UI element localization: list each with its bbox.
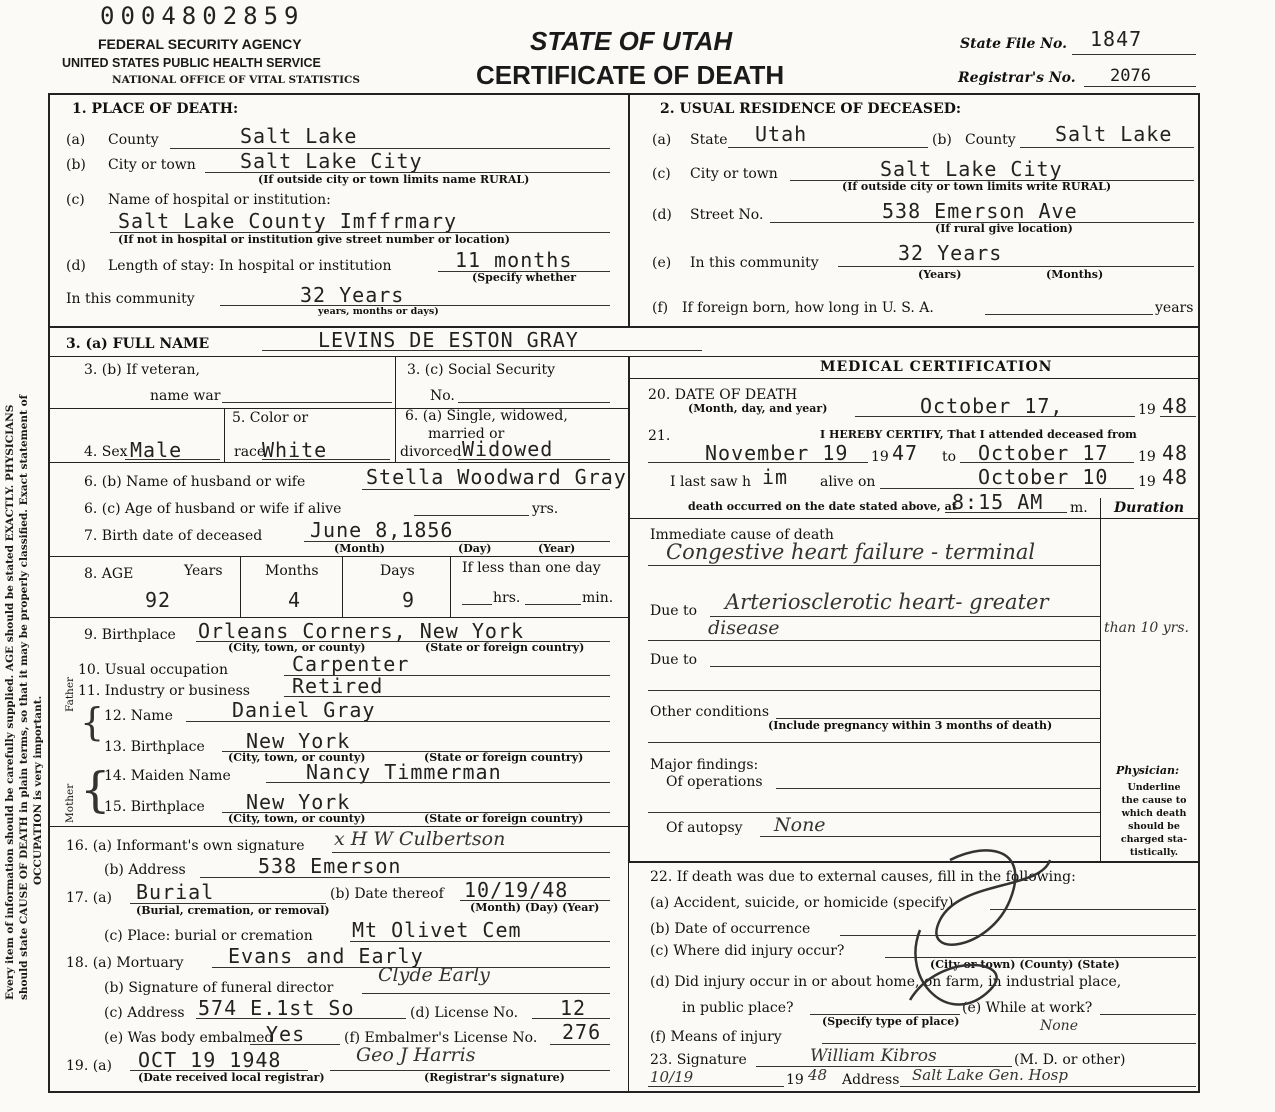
pod-city-hint: (If outside city or town limits name RURAL) <box>258 173 530 186</box>
father-brace: { <box>80 700 105 744</box>
res-years-hint: (Years) <box>918 268 962 281</box>
attended-to: October 17 <box>978 441 1109 465</box>
large-scribble-mark <box>880 840 1070 1040</box>
received-hint: (Date received local registrar) <box>138 1071 325 1084</box>
res-street-label: Street No. <box>690 207 764 223</box>
marital-label: 6. (a) Single, widowed, <box>405 408 568 424</box>
burial-date-value: 10/19/48 <box>464 878 569 902</box>
last-seen-year: 48 <box>1162 465 1189 489</box>
res-city-value: Salt Lake City <box>880 157 1063 181</box>
attended-from: November 19 <box>705 441 849 465</box>
veteran-sub: name war <box>150 388 221 404</box>
pod-stay-label: Length of stay: In hospital or institution <box>108 258 392 274</box>
place-of-death-heading: 1. PLACE OF DEATH: <box>72 101 239 117</box>
death-time-value: 8:15 AM <box>952 490 1044 514</box>
occurrence-label: (b) Date of occurrence <box>650 921 811 937</box>
work-label: (e) While at work? <box>962 1000 1093 1016</box>
registrar-hint: (Registrar's signature) <box>424 1071 565 1084</box>
res-state-value: Utah <box>755 122 808 146</box>
physician-note-title: Physician: <box>1116 764 1180 777</box>
certify-num: 21. <box>648 428 671 444</box>
spouse-label: 6. (b) Name of husband or wife <box>84 474 306 490</box>
dod-label: 20. DATE OF DEATH <box>648 387 798 403</box>
pod-city-label: City or town <box>108 157 196 173</box>
due-to-value-1b: disease <box>708 617 780 639</box>
father-tag: Father <box>64 676 76 712</box>
last-saw-h: im <box>762 465 789 489</box>
birthplace-hint-city: (City, town, or county) <box>228 641 366 654</box>
res-city-label: City or town <box>690 166 778 182</box>
mother-bp-hint-city: (City, town, or county) <box>228 812 366 825</box>
age-months-label: Months <box>265 563 319 579</box>
age-days-value: 9 <box>402 588 416 612</box>
veteran-label: 3. (b) If veteran, <box>84 362 200 378</box>
mother-name-label: 14. Maiden Name <box>104 768 231 784</box>
color-label: 5. Color or <box>232 410 309 426</box>
director-label: (b) Signature of funeral director <box>104 980 334 996</box>
side-note-1: Every item of information should be carefully supplied. AGE should be stated EXACTLY. PHYSICIANS <box>4 404 16 1000</box>
burial-place-value: Mt Olivet Cem <box>352 918 522 942</box>
signature-date: 10/19 <box>650 1068 694 1086</box>
father-name-label: 12. Name <box>104 708 173 724</box>
pod-stay-value: 11 months <box>455 248 573 272</box>
sig-address-label: Address <box>842 1072 900 1088</box>
mark-1d: (d) <box>66 258 86 274</box>
accident-label: (a) Accident, suicide, or homicide (specify) <box>650 895 954 911</box>
res-county-value: Salt Lake <box>1055 122 1173 146</box>
father-bp-hint-city: (City, town, or county) <box>228 751 366 764</box>
dod-hint: (Month, day, and year) <box>688 402 828 415</box>
burial-date-label: (b) Date thereof <box>330 886 444 902</box>
last-seen-value: October 10 <box>978 465 1109 489</box>
immediate-label: Immediate cause of death <box>650 527 834 543</box>
res-months-hint: (Months) <box>1046 268 1104 281</box>
pod-hospital-hint: (If not in hospital or institution give street number or location) <box>118 233 510 246</box>
license-label: (d) License No. <box>410 1005 519 1021</box>
registrar-signature: Geo J Harris <box>356 1044 476 1066</box>
operations-label: Of operations <box>666 774 763 790</box>
mother-bp-value: New York <box>246 790 351 814</box>
residence-heading: 2. USUAL RESIDENCE OF DECEASED: <box>660 101 962 117</box>
age-min-label: min. <box>582 590 614 606</box>
race-label: race <box>234 444 266 460</box>
age-hrs-label: hrs. <box>493 590 521 606</box>
birthplace-hint-state: (State or foreign country) <box>425 641 585 654</box>
pod-hospital-value: Salt Lake County Imffrmary <box>118 209 458 233</box>
due-to-value-1: Arteriosclerotic heart- greater <box>725 590 1049 614</box>
burial-17a-label: 17. (a) <box>66 890 112 906</box>
ssn-label: 3. (c) Social Security <box>407 362 556 378</box>
industry-value: Retired <box>292 674 384 698</box>
birth-label: 7. Birth date of deceased <box>84 528 263 544</box>
mother-bp-hint-state: (State or foreign country) <box>424 812 584 825</box>
last-saw-label: I last saw h <box>670 474 752 490</box>
burial-place-label: (c) Place: burial or cremation <box>104 928 313 944</box>
mother-bp-label: 15. Birthplace <box>104 799 205 815</box>
pod-community-hint: years, months or days) <box>318 306 439 317</box>
pod-community-value: 32 Years <box>300 283 405 307</box>
dod-value: October 17, <box>920 394 1064 418</box>
sig-address-value: Salt Lake Gen. Hosp <box>912 1066 1068 1084</box>
dod-year: 48 <box>1162 394 1189 418</box>
embalmed-label: (e) Was body embalmed <box>104 1030 274 1046</box>
res-street-hint: (If rural give location) <box>935 222 1073 235</box>
certificate-title: CERTIFICATE OF DEATH <box>476 60 785 90</box>
occupation-label: 10. Usual occupation <box>78 662 228 678</box>
embalmer-license-value: 276 <box>562 1020 602 1044</box>
mortuary-address-label: (c) Address <box>104 1005 185 1021</box>
marital-value: Widowed <box>462 437 554 461</box>
embalmed-value: Yes <box>266 1022 306 1046</box>
age-lt-day-label: If less than one day <box>462 560 601 576</box>
full-name-label: 3. (a) FULL NAME <box>66 336 210 352</box>
industry-label: 11. Industry or business <box>78 683 250 699</box>
res-state-label: State <box>690 132 728 148</box>
registrar-no-label: Registrar's No. <box>958 70 1076 86</box>
side-note-3: OCCUPATION is very important. <box>32 695 44 885</box>
marital-sub1: married or <box>428 426 505 442</box>
age-months-value: 4 <box>288 588 302 612</box>
where-hint: (City or town) (County) (State) <box>930 958 1120 971</box>
informant-addr-label: (b) Address <box>104 862 186 878</box>
res-community-value: 32 Years <box>898 241 1003 265</box>
to-year-prefix: 19 <box>1138 449 1156 465</box>
other-conditions-hint: (Include pregnancy within 3 months of death) <box>768 719 1053 732</box>
marital-sub2: divorced <box>400 444 462 460</box>
agency-line-1: FEDERAL SECURITY AGENCY <box>98 36 302 52</box>
pod-stay-hint: (Specify whether <box>472 271 577 284</box>
pod-community-label: In this community <box>66 291 195 307</box>
received-value: OCT 19 1948 <box>138 1048 282 1072</box>
res-street-value: 538 Emerson Ave <box>882 199 1078 223</box>
informant-addr-value: 538 Emerson <box>258 854 402 878</box>
burial-hint: (Burial, cremation, or removal) <box>136 904 330 917</box>
received-label: 19. (a) <box>66 1058 112 1074</box>
res-county-label: County <box>965 132 1016 148</box>
father-bp-label: 13. Birthplace <box>104 739 205 755</box>
home-label: (d) Did injury occur in or about home, on farm, in industrial place, <box>650 974 1122 990</box>
birth-month-hint: (Month) <box>334 542 385 555</box>
sig-year-prefix: 19 <box>786 1072 804 1088</box>
mark-2c: (c) <box>652 166 671 182</box>
duration-label: Duration <box>1114 500 1185 516</box>
mark-2f: (f) <box>652 300 669 316</box>
mortuary-value: Evans and Early <box>228 944 424 968</box>
autopsy-label: Of autopsy <box>666 820 743 836</box>
attended-to-label: to <box>942 449 957 465</box>
pod-county-label: County <box>108 132 159 148</box>
birthplace-label: 9. Birthplace <box>84 627 176 643</box>
external-heading: 22. If death was due to external causes, fill in the following: <box>650 869 1076 885</box>
attended-from-year: 47 <box>892 441 919 465</box>
age-label: 8. AGE <box>84 566 134 582</box>
age-years-label: Years <box>184 563 223 579</box>
sex-label: 4. Sex <box>84 444 128 460</box>
physician-note: Underline the cause to which death should be charged sta- tistically. <box>1120 782 1188 858</box>
mark-1c: (c) <box>66 192 85 208</box>
mortuary-address-value: 574 E.1st So <box>198 996 355 1020</box>
embalmer-license-label: (f) Embalmer's License No. <box>344 1030 538 1046</box>
public-hint: (Specify type of place) <box>822 1015 960 1028</box>
md-label: (M. D. or other) <box>1014 1052 1126 1068</box>
certify-text: I HEREBY CERTIFY, That I attended deceased from <box>820 428 1137 441</box>
birthplace-value: Orleans Corners, New York <box>198 619 525 643</box>
res-community-label: In this community <box>690 255 819 271</box>
informant-sig-label: 16. (a) Informant's own signature <box>66 838 305 854</box>
mark-1a: (a) <box>66 132 86 148</box>
birth-value: June 8,1856 <box>310 518 454 542</box>
pod-hospital-label: Name of hospital or institution: <box>108 192 331 208</box>
death-time-label: death occurred on the date stated above, at <box>688 500 957 513</box>
mark-2b: (b) <box>932 132 952 148</box>
public-label: in public place? <box>682 1000 794 1016</box>
autopsy-value: None <box>774 814 826 836</box>
agency-line-2: UNITED STATES PUBLIC HEALTH SERVICE <box>62 56 321 70</box>
registrar-no-value: 2076 <box>1110 66 1151 86</box>
res-foreign-label: If foreign born, how long in U. S. A. <box>682 300 934 316</box>
full-name-value: LEVINS DE ESTON GRAY <box>318 328 579 352</box>
due-to-label-2: Due to <box>650 652 698 668</box>
agency-line-3: NATIONAL OFFICE OF VITAL STATISTICS <box>112 74 360 86</box>
informant-signature: x H W Culbertson <box>334 828 506 850</box>
means-value: None <box>1040 1018 1078 1034</box>
other-conditions-label: Other conditions <box>650 704 770 720</box>
director-signature: Clyde Early <box>378 964 490 986</box>
age-years-value: 92 <box>145 588 172 612</box>
license-value: 12 <box>560 996 587 1020</box>
where-label: (c) Where did injury occur? <box>650 943 845 959</box>
father-name-value: Daniel Gray <box>232 698 376 722</box>
stamp-number: 0004802859 <box>100 2 305 30</box>
mother-name-value: Nancy Timmerman <box>306 760 502 784</box>
dod-year-prefix: 19 <box>1138 402 1156 418</box>
pod-city-value: Salt Lake City <box>240 149 423 173</box>
major-findings-label: Major findings: <box>650 757 759 773</box>
father-bp-hint-state: (State or foreign country) <box>424 751 584 764</box>
res-foreign-years: years <box>1155 300 1194 316</box>
pod-county-value: Salt Lake <box>240 124 358 148</box>
burial-value: Burial <box>136 880 215 904</box>
birth-year-hint: (Year) <box>538 542 576 555</box>
burial-date-hint: (Month) (Day) (Year) <box>470 901 600 914</box>
mother-tag: Mother <box>64 783 76 823</box>
age-days-label: Days <box>380 563 415 579</box>
father-bp-value: New York <box>246 729 351 753</box>
race-value: White <box>262 438 328 462</box>
immediate-value: Congestive heart failure - terminal <box>666 540 1036 564</box>
physician-signature: William Kibros <box>810 1046 937 1066</box>
death-time-unit: m. <box>1070 500 1088 516</box>
mortuary-label: 18. (a) Mortuary <box>66 955 184 971</box>
duration-value-1: than 10 yrs. <box>1104 620 1189 636</box>
res-city-hint: (If outside city or town limits write RURAL) <box>842 180 1112 193</box>
state-title: STATE OF UTAH <box>530 26 733 56</box>
alive-on-label: alive on <box>820 474 876 490</box>
due-to-label-1: Due to <box>650 603 698 619</box>
side-note-2: should state CAUSE OF DEATH in plain terms, so that it may be properly classified. Exact statement of <box>18 394 30 1000</box>
mark-1b: (b) <box>66 157 86 173</box>
state-file-label: State File No. <box>960 36 1068 52</box>
occupation-value: Carpenter <box>292 652 410 676</box>
mark-2a: (a) <box>652 132 672 148</box>
means-label: (f) Means of injury <box>650 1029 782 1045</box>
state-file-value: 1847 <box>1090 27 1143 51</box>
mother-brace: { <box>80 762 111 818</box>
sex-value: Male <box>130 438 183 462</box>
ssn-sub: No. <box>430 388 455 404</box>
signature-label: 23. Signature <box>650 1052 747 1068</box>
spouse-age-unit: yrs. <box>532 501 559 517</box>
signature-year: 48 <box>808 1066 828 1084</box>
birth-day-hint: (Day) <box>458 542 492 555</box>
spouse-value: Stella Woodward Gray <box>366 465 627 489</box>
last-seen-year-prefix: 19 <box>1138 474 1156 490</box>
mark-2d: (d) <box>652 207 672 223</box>
from-year-prefix: 19 <box>871 449 889 465</box>
medical-heading: MEDICAL CERTIFICATION <box>820 359 1053 375</box>
spouse-age-label: 6. (c) Age of husband or wife if alive <box>84 501 342 517</box>
attended-to-year: 48 <box>1162 441 1189 465</box>
mark-2e: (e) <box>652 255 672 271</box>
